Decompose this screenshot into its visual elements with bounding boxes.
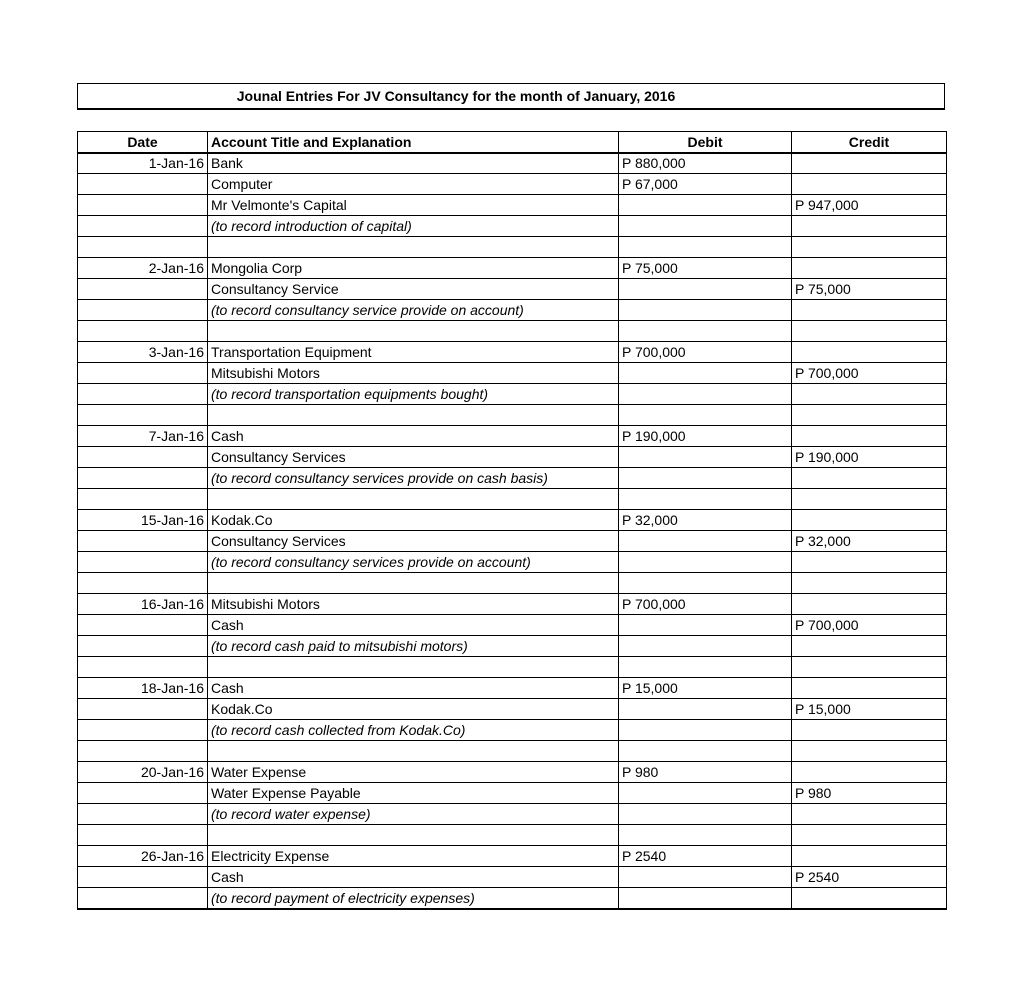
spacer-cell — [78, 573, 208, 594]
journal-line-row — [78, 363, 947, 384]
debit-amount: P 700,000 — [619, 342, 792, 363]
account-title: Kodak.Co — [208, 510, 619, 531]
debit-amount — [619, 363, 792, 384]
entry-date-empty — [78, 636, 208, 657]
entry-date: 15-Jan-16 — [78, 510, 208, 531]
entry-date — [78, 699, 208, 720]
debit-amount — [619, 783, 792, 804]
journal-line-row — [78, 678, 947, 699]
header-account: Account Title and Explanation — [208, 132, 619, 153]
account-title: Electricity Expense — [208, 846, 619, 867]
debit-empty — [619, 552, 792, 573]
entry-explanation: (to record cash collected from Kodak.Co) — [208, 720, 619, 741]
debit-amount — [619, 195, 792, 216]
credit-amount: P 75,000 — [792, 279, 947, 300]
spacer-cell — [792, 405, 947, 426]
account-title: Consultancy Service — [208, 279, 619, 300]
credit-amount — [792, 153, 947, 174]
spacer-cell — [78, 825, 208, 846]
entry-date — [78, 615, 208, 636]
entry-explanation: (to record consultancy services provide on account) — [208, 552, 619, 573]
credit-empty — [792, 216, 947, 237]
spacer-cell — [78, 489, 208, 510]
spacer-cell — [619, 657, 792, 678]
credit-amount — [792, 510, 947, 531]
account-title: Cash — [208, 426, 619, 447]
spacer-cell — [619, 321, 792, 342]
journal-line-row — [78, 594, 947, 615]
entry-explanation: (to record water expense) — [208, 804, 619, 825]
debit-amount — [619, 447, 792, 468]
entry-explanation: (to record cash paid to mitsubishi motors) — [208, 636, 619, 657]
debit-amount: P 700,000 — [619, 594, 792, 615]
account-title: Cash — [208, 678, 619, 699]
credit-amount — [792, 342, 947, 363]
spacer-cell — [619, 237, 792, 258]
journal-line-row — [78, 867, 947, 888]
header-debit: Debit — [619, 132, 792, 153]
spacer-cell — [208, 405, 619, 426]
credit-amount — [792, 678, 947, 699]
debit-amount: P 2540 — [619, 846, 792, 867]
journal-line-row — [78, 195, 947, 216]
credit-amount — [792, 846, 947, 867]
credit-amount: P 700,000 — [792, 615, 947, 636]
spacer-cell — [208, 657, 619, 678]
entry-date — [78, 783, 208, 804]
credit-amount: P 700,000 — [792, 363, 947, 384]
account-title: Consultancy Services — [208, 531, 619, 552]
debit-amount: P 75,000 — [619, 258, 792, 279]
spacer-cell — [619, 825, 792, 846]
entry-date: 2-Jan-16 — [78, 258, 208, 279]
spacer-row — [78, 321, 947, 342]
header-credit: Credit — [792, 132, 947, 153]
credit-amount — [792, 426, 947, 447]
debit-empty — [619, 216, 792, 237]
entry-date-empty — [78, 300, 208, 321]
debit-empty — [619, 636, 792, 657]
entry-explanation: (to record payment of electricity expenses) — [208, 888, 619, 909]
debit-amount — [619, 699, 792, 720]
credit-empty — [792, 636, 947, 657]
spacer-cell — [619, 741, 792, 762]
spacer-cell — [208, 237, 619, 258]
entry-date: 3-Jan-16 — [78, 342, 208, 363]
credit-empty — [792, 888, 947, 909]
debit-amount — [619, 615, 792, 636]
explanation-row — [78, 552, 947, 573]
explanation-row — [78, 468, 947, 489]
journal-line-row — [78, 426, 947, 447]
credit-amount: P 2540 — [792, 867, 947, 888]
journal-line-row — [78, 153, 947, 174]
spacer-cell — [619, 489, 792, 510]
journal-line-row — [78, 615, 947, 636]
account-title: Consultancy Services — [208, 447, 619, 468]
entry-date: 1-Jan-16 — [78, 153, 208, 174]
entry-date — [78, 363, 208, 384]
account-title: Transportation Equipment — [208, 342, 619, 363]
entry-date: 20-Jan-16 — [78, 762, 208, 783]
explanation-row — [78, 216, 947, 237]
journal-line-row — [78, 510, 947, 531]
account-title: Water Expense Payable — [208, 783, 619, 804]
debit-empty — [619, 888, 792, 909]
journal-title: Jounal Entries For JV Consultancy for the month of January, 2016 — [236, 88, 676, 104]
entry-date-empty — [78, 888, 208, 909]
explanation-row — [78, 300, 947, 321]
debit-amount: P 67,000 — [619, 174, 792, 195]
spacer-cell — [792, 489, 947, 510]
spacer-cell — [208, 741, 619, 762]
debit-empty — [619, 384, 792, 405]
spacer-cell — [208, 825, 619, 846]
credit-amount — [792, 258, 947, 279]
spacer-cell — [208, 321, 619, 342]
explanation-row — [78, 384, 947, 405]
account-title: Bank — [208, 153, 619, 174]
debit-amount: P 980 — [619, 762, 792, 783]
debit-empty — [619, 720, 792, 741]
spacer-cell — [792, 825, 947, 846]
debit-amount — [619, 867, 792, 888]
explanation-row — [78, 888, 947, 909]
journal-table — [77, 131, 947, 910]
explanation-row — [78, 804, 947, 825]
credit-amount: P 15,000 — [792, 699, 947, 720]
debit-empty — [619, 804, 792, 825]
journal-body — [78, 153, 947, 909]
debit-amount — [619, 531, 792, 552]
entry-date-empty — [78, 468, 208, 489]
credit-amount — [792, 594, 947, 615]
spacer-cell — [208, 489, 619, 510]
explanation-row — [78, 720, 947, 741]
debit-amount: P 880,000 — [619, 153, 792, 174]
journal-line-row — [78, 258, 947, 279]
credit-empty — [792, 384, 947, 405]
entry-explanation: (to record consultancy service provide on account) — [208, 300, 619, 321]
account-title: Kodak.Co — [208, 699, 619, 720]
entry-date — [78, 447, 208, 468]
debit-amount — [619, 279, 792, 300]
credit-empty — [792, 300, 947, 321]
spacer-cell — [792, 321, 947, 342]
entry-date-empty — [78, 552, 208, 573]
entry-date — [78, 195, 208, 216]
entry-date: 18-Jan-16 — [78, 678, 208, 699]
spacer-cell — [208, 573, 619, 594]
entry-date-empty — [78, 216, 208, 237]
debit-empty — [619, 468, 792, 489]
spacer-cell — [792, 657, 947, 678]
account-title: Mongolia Corp — [208, 258, 619, 279]
spacer-cell — [792, 741, 947, 762]
debit-amount: P 32,000 — [619, 510, 792, 531]
credit-amount: P 190,000 — [792, 447, 947, 468]
spacer-cell — [78, 405, 208, 426]
entry-date: 7-Jan-16 — [78, 426, 208, 447]
spacer-cell — [792, 573, 947, 594]
credit-amount — [792, 174, 947, 195]
journal-line-row — [78, 342, 947, 363]
entry-date — [78, 531, 208, 552]
entry-date-empty — [78, 384, 208, 405]
spacer-cell — [619, 405, 792, 426]
journal-line-row — [78, 531, 947, 552]
account-title: Water Expense — [208, 762, 619, 783]
credit-amount — [792, 762, 947, 783]
spacer-row — [78, 741, 947, 762]
entry-date — [78, 174, 208, 195]
account-title: Computer — [208, 174, 619, 195]
spacer-row — [78, 405, 947, 426]
spacer-cell — [78, 237, 208, 258]
credit-empty — [792, 552, 947, 573]
spacer-row — [78, 657, 947, 678]
entry-explanation: (to record consultancy services provide on cash basis) — [208, 468, 619, 489]
debit-amount: P 15,000 — [619, 678, 792, 699]
entry-date — [78, 279, 208, 300]
spacer-cell — [619, 573, 792, 594]
spacer-cell — [78, 741, 208, 762]
journal-line-row — [78, 447, 947, 468]
entry-date: 26-Jan-16 — [78, 846, 208, 867]
spacer-cell — [78, 657, 208, 678]
journal-line-row — [78, 174, 947, 195]
entry-explanation: (to record transportation equipments bought) — [208, 384, 619, 405]
credit-empty — [792, 804, 947, 825]
journal-line-row — [78, 846, 947, 867]
explanation-row — [78, 636, 947, 657]
credit-empty — [792, 468, 947, 489]
account-title: Mr Velmonte's Capital — [208, 195, 619, 216]
account-title: Cash — [208, 867, 619, 888]
header-row — [78, 132, 947, 153]
account-title: Mitsubishi Motors — [208, 594, 619, 615]
spacer-row — [78, 825, 947, 846]
entry-date: 16-Jan-16 — [78, 594, 208, 615]
credit-amount: P 980 — [792, 783, 947, 804]
spacer-row — [78, 489, 947, 510]
spacer-cell — [78, 321, 208, 342]
journal-line-row — [78, 783, 947, 804]
account-title: Mitsubishi Motors — [208, 363, 619, 384]
entry-explanation: (to record introduction of capital) — [208, 216, 619, 237]
journal-title-box — [77, 83, 945, 110]
credit-amount: P 32,000 — [792, 531, 947, 552]
journal-line-row — [78, 699, 947, 720]
spacer-row — [78, 573, 947, 594]
spacer-row — [78, 237, 947, 258]
entry-date — [78, 867, 208, 888]
debit-amount: P 190,000 — [619, 426, 792, 447]
journal-line-row — [78, 279, 947, 300]
header-date: Date — [78, 132, 208, 153]
journal-line-row — [78, 762, 947, 783]
entry-date-empty — [78, 720, 208, 741]
debit-empty — [619, 300, 792, 321]
credit-amount: P 947,000 — [792, 195, 947, 216]
account-title: Cash — [208, 615, 619, 636]
spacer-cell — [792, 237, 947, 258]
credit-empty — [792, 720, 947, 741]
entry-date-empty — [78, 804, 208, 825]
